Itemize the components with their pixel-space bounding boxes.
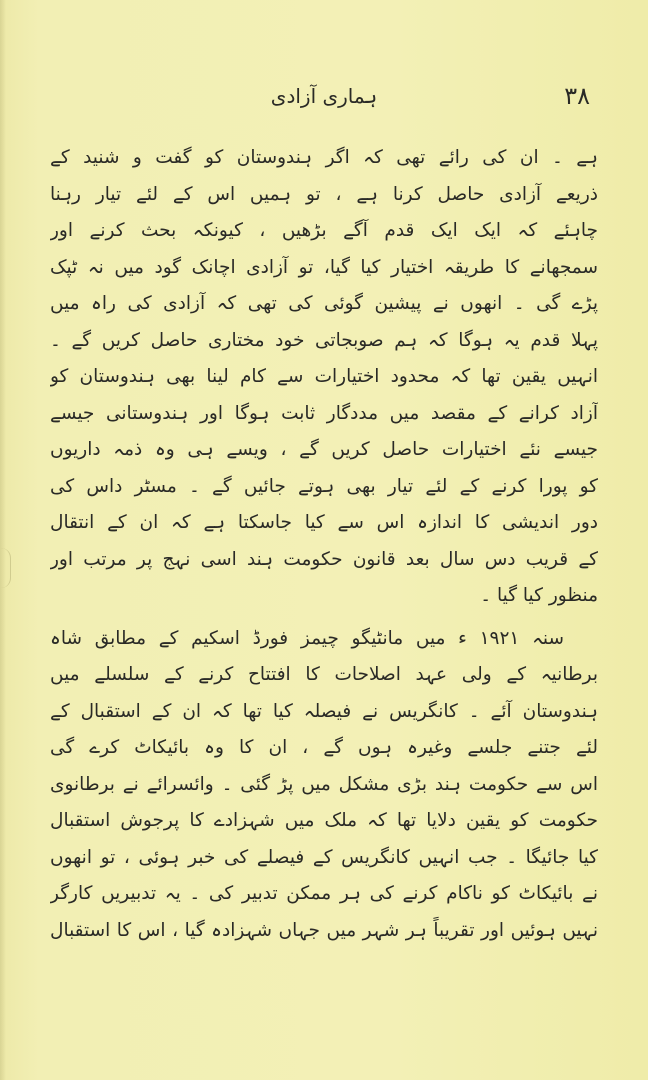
text-line: اس سے حکومت ہند بڑی مشکل میں پڑ گئی ۔ وائسرائے نے برطانوی — [50, 773, 598, 795]
text-line: ہے ۔ ان کی رائے تھی کہ اگر ہندوستان کو گفت و شنید کے — [50, 147, 598, 168]
page-crease-mark — [0, 548, 11, 588]
text-line: چاہئے کہ ایک ایک قدم آگے بڑھیں ، کیونکہ بحث کرنے اور — [50, 220, 598, 241]
text-line: پڑے گی ۔ انھوں نے پیشین گوئی کی تھی کہ آزادی کی راہ میں — [50, 293, 598, 314]
text-line: نہیں ہوئیں اور تقریباً ہر شہر میں جہاں شہزادہ گیا ، اس کا استقبال — [50, 919, 598, 941]
page-header — [58, 82, 590, 122]
paragraph — [50, 140, 598, 615]
text-line: انہیں یقین تھا کہ محدود اختیارات سے کام لینا بھی ہندوستان کو — [50, 366, 598, 387]
text-line: ذریعے آزادی حاصل کرنا ہے ، تو ہمیں اس کے لئے تیار رہنا — [50, 183, 598, 205]
text-line: کیا جائیگا ۔ جب انہیں کانگریس کے فیصلے کی خبر ہوئی ، تو انھوں — [50, 846, 598, 868]
text-line: برطانیہ کے ولی عہد اصلاحات کا افتتاح کرنے کے سلسلے میں — [50, 664, 598, 685]
body-text — [50, 140, 598, 949]
text-line: جیسے نئے اختیارات حاصل کریں گے ، ویسے ہی وہ ذمہ داریوں — [50, 439, 598, 460]
text-line: کو پورا کرنے کے لئے تیار بھی ہوتے جائیں گے ۔ مسٹر داس کی — [50, 475, 598, 497]
text-line: نے بائیکاٹ کو ناکام کرنے کی ہر ممکن تدبیر کی ۔ یہ تدبیریں کارگر — [50, 883, 598, 904]
page-edge-shadow — [0, 0, 6, 1080]
text-line: حکومت کو یقین دلایا تھا کہ ملک میں شہزادے کا پرجوش استقبال — [50, 810, 598, 831]
paragraph — [50, 621, 598, 950]
text-line: کے قریب دس سال بعد قانون حکومت ہند اسی نہج پر مرتب اور — [50, 548, 598, 570]
page-number: ۳۸ — [564, 82, 590, 110]
text-line: دور اندیشی کا اندازہ اس سے کیا جاسکتا ہے کہ ان کے انتقال — [50, 512, 598, 533]
text-line: لئے جتنے جلسے وغیرہ ہوں گے ، ان کا وہ بائیکاٹ کرے گی — [50, 737, 598, 758]
text-line: سنہ ۱۹۲۱ ء میں مانٹیگو چیمز فورڈ اسکیم کے مطابق شاہ — [50, 627, 564, 649]
text-line: آزاد کرانے کے مقصد میں مددگار ثابت ہوگا اور ہندوستانی جیسے — [50, 402, 598, 424]
text-line: سمجھانے کا طریقہ اختیار کیا گیا، تو آزادی اچانک گود میں نہ ٹپک — [50, 256, 598, 278]
running-title: ہماری آزادی — [270, 84, 378, 108]
text-line: منظور کیا گیا ۔ — [480, 585, 598, 606]
text-line: پہلا قدم یہ ہوگا کہ ہم صوبجاتی خود مختاری حاصل کریں گے ۔ — [50, 329, 598, 351]
text-line: ہندوستان آئے ۔ کانگریس نے فیصلہ کیا تھا کہ ان کے استقبال کے — [50, 700, 598, 722]
